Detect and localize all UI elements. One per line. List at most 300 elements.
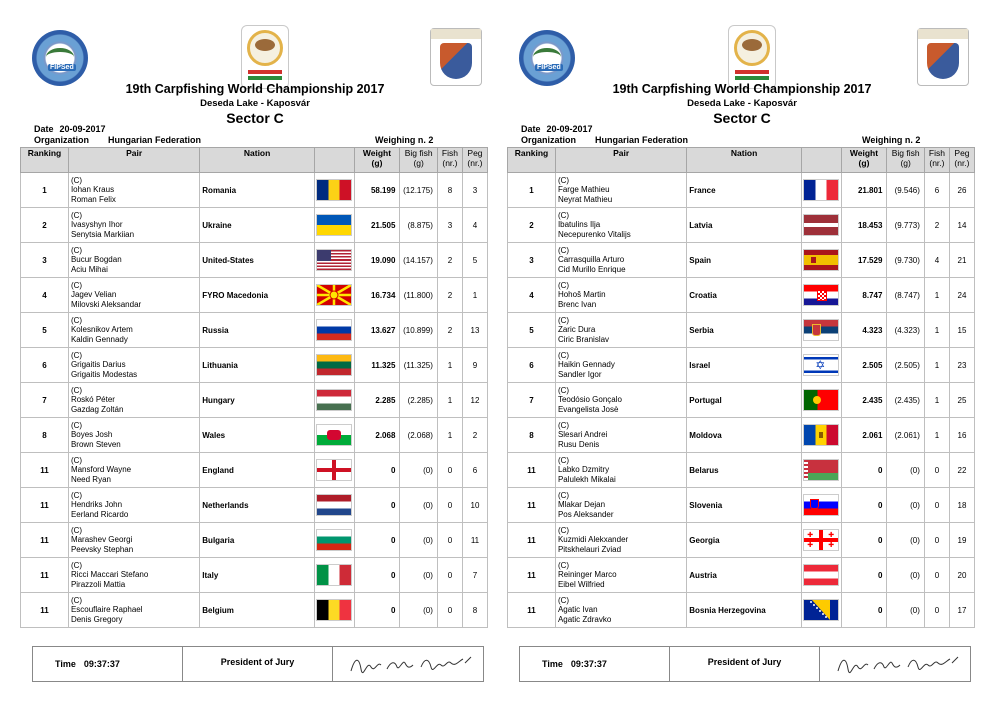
bigfish-cell: (2.285) <box>400 383 438 418</box>
col-nation: Nation <box>200 148 315 173</box>
col-nation: Nation <box>687 148 802 173</box>
pair-cell <box>555 558 686 593</box>
macedonia-flag-icon <box>316 284 352 306</box>
angler-1: Slesari Andrei <box>557 430 608 440</box>
angler-1: Zaric Dura <box>557 325 596 335</box>
venue-subtitle: Deseda Lake - Kaposvár <box>200 98 310 109</box>
flag-cell <box>801 348 841 383</box>
table-row <box>21 488 488 523</box>
bigfish-cell: (0) <box>400 453 438 488</box>
weight-cell: 0 <box>841 488 887 523</box>
peg-cell: 3 <box>462 173 487 208</box>
morose-logo <box>917 28 969 86</box>
bigfish-cell: (12.175) <box>400 173 438 208</box>
page-title: 19th Carpfishing World Championship 2017 <box>125 82 385 96</box>
col-peg: Peg (nr.) <box>949 148 974 173</box>
col-peg: Peg (nr.) <box>462 148 487 173</box>
flag-cell <box>801 558 841 593</box>
table-row <box>21 313 488 348</box>
fish-count-cell: 4 <box>924 243 949 278</box>
weight-cell: 0 <box>841 453 887 488</box>
fish-count-cell: 0 <box>437 558 462 593</box>
spain-flag-icon <box>803 249 839 271</box>
table-row <box>508 593 975 628</box>
peg-cell: 23 <box>949 348 974 383</box>
angler-2: Denis Gregory <box>70 614 123 624</box>
page-title: 19th Carpfishing World Championship 2017 <box>612 82 872 96</box>
flag-cell <box>314 523 354 558</box>
peg-cell: 9 <box>462 348 487 383</box>
rank-cell: 11 <box>508 523 556 558</box>
angler-1: Haikin Gennady <box>557 360 615 370</box>
pair-cell <box>555 208 686 243</box>
rank-cell: 4 <box>508 278 556 313</box>
peg-cell: 8 <box>462 593 487 628</box>
angler-2: Need Ryan <box>70 474 111 484</box>
flag-cell <box>314 418 354 453</box>
col-weight: Weight (g) <box>354 148 400 173</box>
weight-cell: 0 <box>354 453 400 488</box>
bigfish-cell: (0) <box>887 488 925 523</box>
time-cell: Time 09:37:37 <box>520 647 670 681</box>
bigfish-cell: (0) <box>400 558 438 593</box>
belgium-flag-icon <box>316 599 352 621</box>
peg-cell: 25 <box>949 383 974 418</box>
angler-1: Ivasyshyn Ihor <box>70 220 123 230</box>
hungary-flag-icon <box>316 389 352 411</box>
captain-mark: (C) <box>70 490 83 500</box>
angler-2: Pirazzoli Mattia <box>70 579 126 589</box>
angler-2: Rusu Denis <box>557 439 600 449</box>
rank-cell: 11 <box>508 488 556 523</box>
croatia-flag-icon <box>803 284 839 306</box>
pair-cell <box>555 523 686 558</box>
weight-cell: 2.285 <box>354 383 400 418</box>
flag-cell <box>801 278 841 313</box>
captain-mark: (C) <box>557 525 570 535</box>
angler-1: Hendriks John <box>70 500 123 510</box>
angler-1: Farge Mathieu <box>557 185 610 195</box>
flag-cell <box>801 173 841 208</box>
captain-mark: (C) <box>70 595 83 605</box>
captain-mark: (C) <box>557 245 570 255</box>
nation-cell: Austria <box>687 558 802 593</box>
col-weight: Weight (g) <box>841 148 887 173</box>
lithuania-flag-icon <box>316 354 352 376</box>
bulgaria-flag-icon <box>316 529 352 551</box>
nation-cell: Lithuania <box>200 348 315 383</box>
angler-2: Ciric Branislav <box>557 334 610 344</box>
flag-cell <box>314 278 354 313</box>
rank-cell: 11 <box>21 523 69 558</box>
pair-cell <box>555 313 686 348</box>
weight-cell: 16.734 <box>354 278 400 313</box>
peg-cell: 17 <box>949 593 974 628</box>
bigfish-cell: (0) <box>887 593 925 628</box>
sector-heading: Sector C <box>713 110 771 126</box>
flag-cell <box>314 173 354 208</box>
table-row <box>21 453 488 488</box>
col-flag <box>314 148 354 173</box>
weight-cell: 0 <box>841 558 887 593</box>
bigfish-cell: (0) <box>400 593 438 628</box>
col-flag <box>801 148 841 173</box>
angler-2: Grigaitis Modestas <box>70 369 138 379</box>
rank-cell: 7 <box>508 383 556 418</box>
rank-cell: 11 <box>508 593 556 628</box>
rank-cell: 11 <box>21 488 69 523</box>
fish-count-cell: 1 <box>437 418 462 453</box>
bigfish-cell: (11.800) <box>400 278 438 313</box>
flag-cell <box>801 383 841 418</box>
angler-2: Necepurenko Vitalijs <box>557 229 631 239</box>
captain-mark: (C) <box>557 315 570 325</box>
angler-2: Aciu Mihai <box>70 264 108 274</box>
bigfish-cell: (8.875) <box>400 208 438 243</box>
bigfish-cell: (9.730) <box>887 243 925 278</box>
table-row <box>508 488 975 523</box>
results-sheet-right <box>507 0 977 706</box>
fish-count-cell: 1 <box>924 418 949 453</box>
flag-cell <box>314 243 354 278</box>
nation-cell: Wales <box>200 418 315 453</box>
angler-1: Boyes Josh <box>70 430 113 440</box>
fish-count-cell: 6 <box>924 173 949 208</box>
rank-cell: 6 <box>508 348 556 383</box>
angler-1: Agatic Ivan <box>557 605 598 615</box>
date-line: Date 20-09-2017 <box>34 124 106 134</box>
pair-cell <box>68 558 199 593</box>
pair-cell <box>68 523 199 558</box>
nation-cell: Serbia <box>687 313 802 348</box>
peg-cell: 11 <box>462 523 487 558</box>
netherlands-flag-icon <box>316 494 352 516</box>
col-bigfish: Big fish (g) <box>400 148 438 173</box>
bigfish-cell: (4.323) <box>887 313 925 348</box>
peg-cell: 2 <box>462 418 487 453</box>
peg-cell: 22 <box>949 453 974 488</box>
rank-cell: 4 <box>21 278 69 313</box>
captain-mark: (C) <box>557 350 570 360</box>
angler-1: Reininger Marco <box>557 570 617 580</box>
weight-cell: 2.505 <box>841 348 887 383</box>
pair-cell <box>555 383 686 418</box>
pair-cell <box>68 453 199 488</box>
jury-signature <box>333 647 483 681</box>
england-flag-icon <box>316 459 352 481</box>
angler-1: Roskó Péter <box>70 395 115 405</box>
peg-cell: 7 <box>462 558 487 593</box>
bigfish-cell: (11.325) <box>400 348 438 383</box>
fish-count-cell: 1 <box>924 313 949 348</box>
nation-cell: Romania <box>200 173 315 208</box>
pair-cell <box>68 488 199 523</box>
bigfish-cell: (0) <box>887 558 925 593</box>
nation-cell: Hungary <box>200 383 315 418</box>
rank-cell: 2 <box>21 208 69 243</box>
pair-cell <box>68 208 199 243</box>
fish-count-cell: 0 <box>924 488 949 523</box>
nation-cell: Ukraine <box>200 208 315 243</box>
captain-mark: (C) <box>70 210 83 220</box>
championship-emblem <box>241 25 289 89</box>
nation-cell: FYRO Macedonia <box>200 278 315 313</box>
flag-cell <box>314 593 354 628</box>
rank-cell: 1 <box>508 173 556 208</box>
nation-cell: Slovenia <box>687 488 802 523</box>
date-line: Date 20-09-2017 <box>521 124 593 134</box>
weight-cell: 0 <box>354 523 400 558</box>
nation-cell: France <box>687 173 802 208</box>
rank-cell: 3 <box>21 243 69 278</box>
pair-cell <box>68 348 199 383</box>
rank-cell: 5 <box>508 313 556 348</box>
nation-cell: Croatia <box>687 278 802 313</box>
peg-cell: 4 <box>462 208 487 243</box>
flag-cell <box>314 348 354 383</box>
romania-flag-icon <box>316 179 352 201</box>
nation-cell: Portugal <box>687 383 802 418</box>
pair-cell <box>68 173 199 208</box>
results-table <box>20 147 488 628</box>
angler-2: Peevsky Stephan <box>70 544 134 554</box>
fish-count-cell: 1 <box>437 383 462 418</box>
captain-mark: (C) <box>557 385 570 395</box>
table-row <box>21 278 488 313</box>
fish-count-cell: 0 <box>924 593 949 628</box>
pair-cell <box>555 488 686 523</box>
bigfish-cell: (14.157) <box>400 243 438 278</box>
rank-cell: 5 <box>21 313 69 348</box>
angler-2: Roman Felix <box>70 194 116 204</box>
israel-flag-icon: ✡ <box>803 354 839 376</box>
peg-cell: 26 <box>949 173 974 208</box>
table-row <box>21 208 488 243</box>
nation-cell: Italy <box>200 558 315 593</box>
peg-cell: 24 <box>949 278 974 313</box>
table-row <box>508 558 975 593</box>
weight-cell: 17.529 <box>841 243 887 278</box>
table-row <box>508 453 975 488</box>
angler-1: Mansford Wayne <box>70 465 132 475</box>
angler-1: Teodósio Gonçalo <box>557 395 622 405</box>
peg-cell: 1 <box>462 278 487 313</box>
jury-label: President of Jury <box>183 647 333 681</box>
angler-2: Gazdag Zoltán <box>70 404 124 414</box>
peg-cell: 19 <box>949 523 974 558</box>
rank-cell: 11 <box>508 453 556 488</box>
weight-cell: 4.323 <box>841 313 887 348</box>
belarus-flag-icon <box>803 459 839 481</box>
rank-cell: 3 <box>508 243 556 278</box>
fish-count-cell: 2 <box>437 243 462 278</box>
nation-cell: Bulgaria <box>200 523 315 558</box>
rank-cell: 11 <box>21 453 69 488</box>
fish-count-cell: 2 <box>924 208 949 243</box>
weight-cell: 0 <box>354 593 400 628</box>
nation-cell: England <box>200 453 315 488</box>
col-fish: Fish (nr.) <box>437 148 462 173</box>
nation-cell: Israel <box>687 348 802 383</box>
peg-cell: 18 <box>949 488 974 523</box>
captain-mark: (C) <box>70 455 83 465</box>
angler-2: Brenc Ivan <box>557 299 597 309</box>
rank-cell: 8 <box>508 418 556 453</box>
angler-2: Eibel Wilfried <box>557 579 605 589</box>
flag-cell <box>314 313 354 348</box>
table-row <box>21 593 488 628</box>
angler-1: Grigaitis Darius <box>70 360 126 370</box>
flag-cell <box>314 488 354 523</box>
fish-count-cell: 1 <box>437 348 462 383</box>
fish-count-cell: 1 <box>924 383 949 418</box>
fips-logo: FIPSed <box>519 30 575 86</box>
russia-flag-icon <box>316 319 352 341</box>
captain-mark: (C) <box>70 175 83 185</box>
bigfish-cell: (0) <box>887 453 925 488</box>
peg-cell: 13 <box>462 313 487 348</box>
col-pair: Pair <box>68 148 199 173</box>
weight-cell: 21.505 <box>354 208 400 243</box>
angler-1: Carrasquilla Arturo <box>557 255 625 265</box>
venue-subtitle: Deseda Lake - Kaposvár <box>687 98 797 109</box>
angler-1: Jagev Velian <box>70 290 117 300</box>
weight-cell: 21.801 <box>841 173 887 208</box>
rank-cell: 11 <box>21 593 69 628</box>
pair-cell <box>555 243 686 278</box>
ukraine-flag-icon <box>316 214 352 236</box>
angler-2: Pos Aleksander <box>557 509 614 519</box>
col-fish: Fish (nr.) <box>924 148 949 173</box>
peg-cell: 6 <box>462 453 487 488</box>
captain-mark: (C) <box>557 210 570 220</box>
weight-cell: 0 <box>354 488 400 523</box>
weighing-number: Weighing n. 2 <box>862 135 921 145</box>
angler-2: Agatic Zdravko <box>557 614 612 624</box>
nation-cell: United-States <box>200 243 315 278</box>
captain-mark: (C) <box>557 595 570 605</box>
austria-flag-icon <box>803 564 839 586</box>
table-row <box>508 208 975 243</box>
pair-cell <box>555 593 686 628</box>
championship-emblem <box>728 25 776 89</box>
peg-cell: 5 <box>462 243 487 278</box>
table-row <box>508 243 975 278</box>
angler-1: Escouflaire Raphael <box>70 605 143 615</box>
rank-cell: 2 <box>508 208 556 243</box>
organization-line: Organization Hungarian Federation <box>34 135 202 145</box>
angler-2: Neyrat Mathieu <box>557 194 613 204</box>
flag-cell <box>801 313 841 348</box>
rank-cell: 11 <box>508 558 556 593</box>
captain-mark: (C) <box>70 315 83 325</box>
flag-cell <box>314 558 354 593</box>
pair-cell <box>555 348 686 383</box>
table-row <box>21 383 488 418</box>
nation-cell: Moldova <box>687 418 802 453</box>
peg-cell: 12 <box>462 383 487 418</box>
pair-cell <box>555 278 686 313</box>
captain-mark: (C) <box>557 490 570 500</box>
weight-cell: 18.453 <box>841 208 887 243</box>
captain-mark: (C) <box>557 175 570 185</box>
fish-count-cell: 1 <box>924 348 949 383</box>
rank-cell: 6 <box>21 348 69 383</box>
nation-cell: Belarus <box>687 453 802 488</box>
pair-cell <box>68 593 199 628</box>
captain-mark: (C) <box>70 280 83 290</box>
fish-count-cell: 8 <box>437 173 462 208</box>
flag-cell <box>801 488 841 523</box>
table-row <box>508 348 975 383</box>
peg-cell: 10 <box>462 488 487 523</box>
flag-cell <box>801 418 841 453</box>
table-row <box>508 313 975 348</box>
time-cell: Time 09:37:37 <box>33 647 183 681</box>
rank-cell: 1 <box>21 173 69 208</box>
fish-count-cell: 2 <box>437 278 462 313</box>
captain-mark: (C) <box>557 420 570 430</box>
captain-mark: (C) <box>70 420 83 430</box>
angler-2: Evangelista Josè <box>557 404 619 414</box>
france-flag-icon <box>803 179 839 201</box>
angler-1: Ibatulins Ilja <box>557 220 601 230</box>
col-ranking: Ranking <box>508 148 556 173</box>
fish-count-cell: 0 <box>437 593 462 628</box>
bigfish-cell: (2.435) <box>887 383 925 418</box>
peg-cell: 20 <box>949 558 974 593</box>
signature-footer <box>519 646 971 682</box>
portugal-flag-icon <box>803 389 839 411</box>
bigfish-cell: (0) <box>887 523 925 558</box>
weighing-number: Weighing n. 2 <box>375 135 434 145</box>
weight-cell: 19.090 <box>354 243 400 278</box>
serbia-flag-icon <box>803 319 839 341</box>
bigfish-cell: (2.505) <box>887 348 925 383</box>
peg-cell: 16 <box>949 418 974 453</box>
table-row <box>21 523 488 558</box>
flag-cell <box>314 383 354 418</box>
table-row <box>21 243 488 278</box>
bigfish-cell: (0) <box>400 523 438 558</box>
rank-cell: 11 <box>21 558 69 593</box>
pair-cell <box>68 418 199 453</box>
captain-mark: (C) <box>557 560 570 570</box>
captain-mark: (C) <box>557 455 570 465</box>
nation-cell: Netherlands <box>200 488 315 523</box>
weight-cell: 2.435 <box>841 383 887 418</box>
col-pair: Pair <box>555 148 686 173</box>
angler-2: Milovski Aleksandar <box>70 299 142 309</box>
georgia-flag-icon: ✚ ✚ ✚ ✚ <box>803 529 839 551</box>
peg-cell: 14 <box>949 208 974 243</box>
weight-cell: 0 <box>354 558 400 593</box>
captain-mark: (C) <box>557 280 570 290</box>
nation-cell: Latvia <box>687 208 802 243</box>
angler-2: Kaldin Gennady <box>70 334 128 344</box>
fish-count-cell: 2 <box>437 313 462 348</box>
rank-cell: 7 <box>21 383 69 418</box>
nation-cell: Russia <box>200 313 315 348</box>
moldova-flag-icon <box>803 424 839 446</box>
jury-label: President of Jury <box>670 647 820 681</box>
weight-cell: 0 <box>841 593 887 628</box>
angler-1: Mlakar Dejan <box>557 500 606 510</box>
angler-2: Brown Steven <box>70 439 121 449</box>
bigfish-cell: (10.899) <box>400 313 438 348</box>
fish-count-cell: 0 <box>437 453 462 488</box>
fish-count-cell: 0 <box>924 453 949 488</box>
